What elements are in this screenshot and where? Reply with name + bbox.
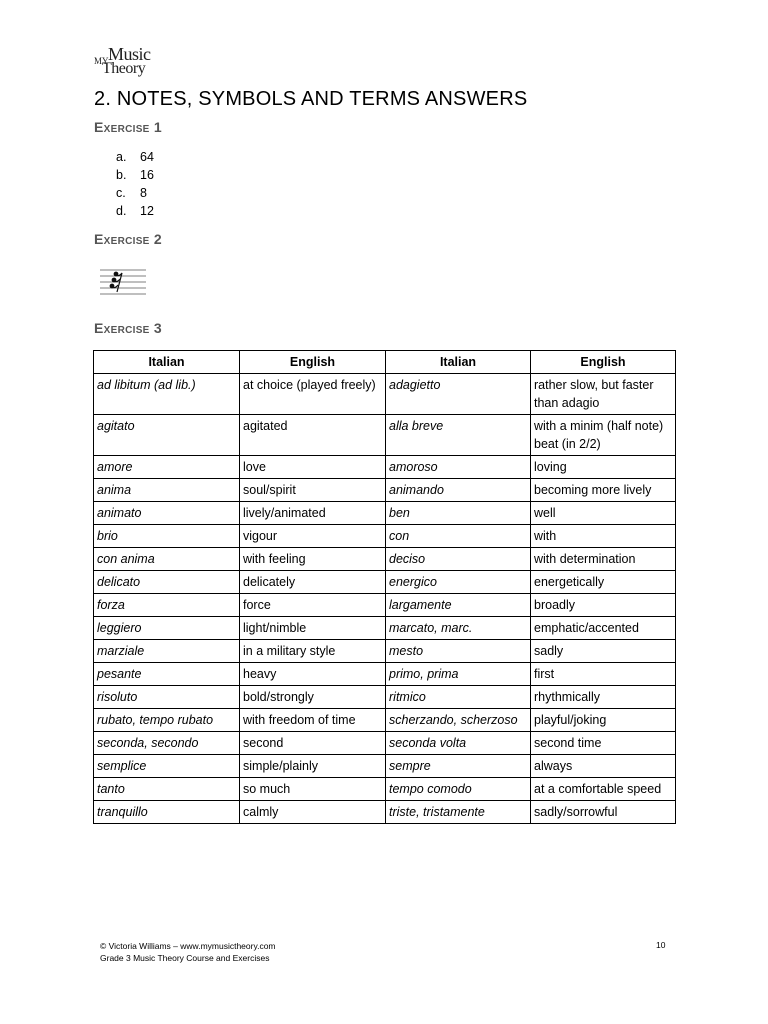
answer-item: b. 16 [116,168,154,182]
answer-item: d. 12 [116,204,154,218]
english-meaning-cell: sadly/sorrowful [531,801,676,824]
italian-term-cell: seconda, secondo [94,732,240,755]
table-row [94,709,676,732]
italian-term-cell: leggiero [94,617,240,640]
english-meaning-cell: with feeling [240,548,386,571]
table-row [94,502,676,525]
table-row [94,415,676,456]
page-title: 2. NOTES, SYMBOLS AND TERMS ANSWERS [94,88,528,110]
english-meaning-cell: light/nimble [240,617,386,640]
english-meaning-cell: in a military style [240,640,386,663]
english-meaning-cell: with [531,525,676,548]
italian-term-cell: amoroso [386,456,531,479]
table-header-row [94,351,676,374]
english-meaning-cell: simple/plainly [240,755,386,778]
english-meaning-cell: soul/spirit [240,479,386,502]
italian-term-cell: rubato, tempo rubato [94,709,240,732]
english-meaning-cell: agitated [240,415,386,456]
english-meaning-cell: at a comfortable speed [531,778,676,801]
english-meaning-cell: so much [240,778,386,801]
column-header-english: English [240,351,386,374]
table-row [94,456,676,479]
table-row [94,801,676,824]
table-row [94,617,676,640]
table-row [94,479,676,502]
italian-term-cell: animato [94,502,240,525]
column-header-english: English [531,351,676,374]
italian-term-cell: con anima [94,548,240,571]
terms-table [93,350,676,824]
italian-term-cell: animando [386,479,531,502]
italian-term-cell: energico [386,571,531,594]
table-row [94,571,676,594]
logo-theory: Theory [102,60,146,77]
quaver-rest-staff-icon [100,268,148,298]
italian-term-cell: adagietto [386,374,531,415]
english-meaning-cell: with a minim (half note) beat (in 2/2) [531,415,676,456]
italian-term-cell: anima [94,479,240,502]
english-meaning-cell: delicately [240,571,386,594]
english-meaning-cell: becoming more lively [531,479,676,502]
italian-term-cell: largamente [386,594,531,617]
exercise-1-answers [116,148,154,220]
english-meaning-cell: second time [531,732,676,755]
english-meaning-cell: rhythmically [531,686,676,709]
italian-term-cell: risoluto [94,686,240,709]
table-row [94,594,676,617]
italian-term-cell: alla breve [386,415,531,456]
italian-term-cell: forza [94,594,240,617]
english-meaning-cell: playful/joking [531,709,676,732]
italian-term-cell: tanto [94,778,240,801]
page-number: 10 [656,940,666,950]
table-row [94,548,676,571]
footer [100,940,276,964]
italian-term-cell: brio [94,525,240,548]
italian-term-cell: agitato [94,415,240,456]
footer-course: Grade 3 Music Theory Course and Exercises [100,953,270,963]
italian-term-cell: seconda volta [386,732,531,755]
table-row [94,374,676,415]
italian-term-cell: marcato, marc. [386,617,531,640]
italian-term-cell: mesto [386,640,531,663]
italian-term-cell: delicato [94,571,240,594]
table-row [94,663,676,686]
answer-item: c. 8 [116,186,147,200]
english-meaning-cell: lively/animated [240,502,386,525]
exercise-3-heading: Exercise 3 [94,320,162,336]
logo-music: Music [108,44,151,64]
english-meaning-cell: emphatic/accented [531,617,676,640]
logo [94,44,164,80]
english-meaning-cell: with freedom of time [240,709,386,732]
footer-copyright: © Victoria Williams – www.mymusictheory.com [100,941,276,951]
italian-term-cell: tempo comodo [386,778,531,801]
italian-term-cell: ad libitum (ad lib.) [94,374,240,415]
english-meaning-cell: vigour [240,525,386,548]
exercise-1-heading: Exercise 1 [94,119,162,135]
italian-term-cell: deciso [386,548,531,571]
italian-term-cell: tranquillo [94,801,240,824]
english-meaning-cell: second [240,732,386,755]
table-row [94,640,676,663]
english-meaning-cell: first [531,663,676,686]
italian-term-cell: ben [386,502,531,525]
english-meaning-cell: calmly [240,801,386,824]
table-row [94,778,676,801]
english-meaning-cell: with determination [531,548,676,571]
english-meaning-cell: love [240,456,386,479]
exercise-2-heading: Exercise 2 [94,231,162,247]
table-row [94,525,676,548]
logo-my: MY [94,56,109,66]
table-row [94,686,676,709]
italian-term-cell: pesante [94,663,240,686]
answer-item: a. 64 [116,150,154,164]
italian-term-cell: triste, tristamente [386,801,531,824]
column-header-italian: Italian [386,351,531,374]
english-meaning-cell: force [240,594,386,617]
italian-term-cell: primo, prima [386,663,531,686]
italian-term-cell: sempre [386,755,531,778]
english-meaning-cell: bold/strongly [240,686,386,709]
english-meaning-cell: at choice (played freely) [240,374,386,415]
english-meaning-cell: energetically [531,571,676,594]
table-row [94,755,676,778]
italian-term-cell: amore [94,456,240,479]
english-meaning-cell: heavy [240,663,386,686]
english-meaning-cell: loving [531,456,676,479]
english-meaning-cell: always [531,755,676,778]
italian-term-cell: con [386,525,531,548]
italian-term-cell: marziale [94,640,240,663]
english-meaning-cell: well [531,502,676,525]
english-meaning-cell: rather slow, but faster than adagio [531,374,676,415]
italian-term-cell: semplice [94,755,240,778]
english-meaning-cell: broadly [531,594,676,617]
italian-term-cell: scherzando, scherzoso [386,709,531,732]
column-header-italian: Italian [94,351,240,374]
english-meaning-cell: sadly [531,640,676,663]
italian-term-cell: ritmico [386,686,531,709]
table-row [94,732,676,755]
